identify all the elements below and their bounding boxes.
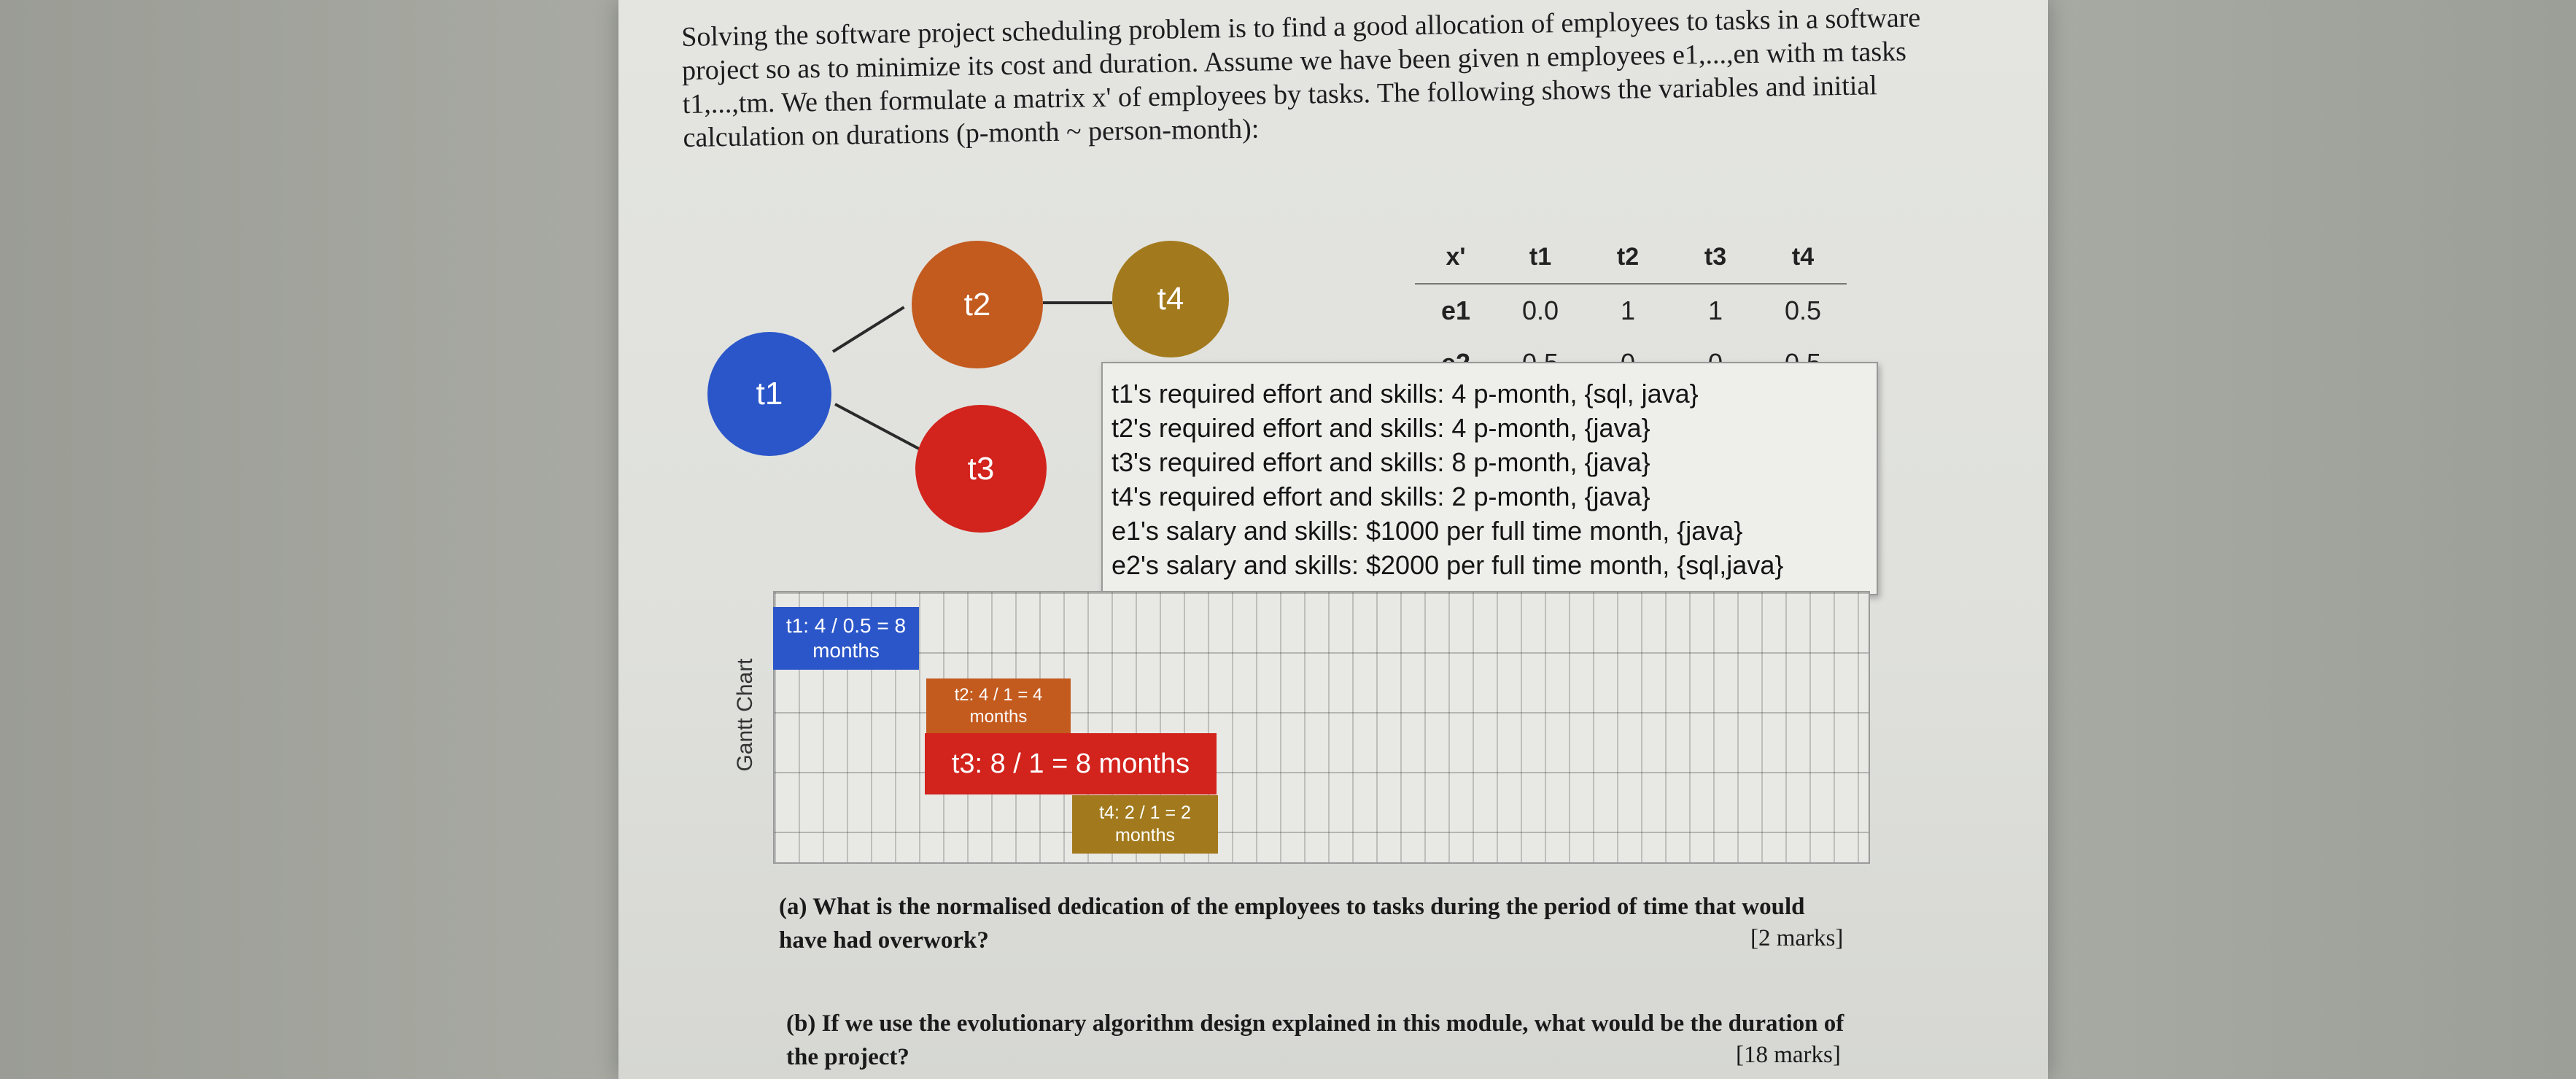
- question-a-marks: [2 marks]: [1750, 925, 1844, 951]
- gantt-bar-t1-label: t1: 4 / 0.5 = 8 months: [785, 614, 907, 662]
- gantt-bar-t1: [773, 607, 919, 670]
- node-t2-label: t2: [963, 286, 991, 322]
- edge-t2-t4: [1043, 301, 1112, 304]
- node-t2: [912, 241, 1043, 368]
- question-b-text: (b) If we use the evolutionary algorithm design explained in this module, what would be the duration of the project?: [786, 1010, 1844, 1070]
- matrix-cell: 0.5: [1784, 295, 1822, 325]
- gantt-bar-t2: [926, 678, 1071, 734]
- matrix-col-t1: t1: [1497, 231, 1584, 284]
- matrix-row-label: e1: [1440, 295, 1471, 325]
- node-t4: [1112, 241, 1229, 357]
- node-t3: [915, 405, 1047, 533]
- matrix-cell: 1: [1620, 295, 1636, 325]
- question-a: [779, 890, 1851, 957]
- node-t1-label: t1: [756, 376, 783, 411]
- node-t1: [707, 332, 831, 456]
- matrix-cell: 0.0: [1521, 295, 1559, 325]
- matrix-corner: x': [1415, 231, 1497, 284]
- question-b-marks: [18 marks]: [1736, 1042, 1841, 1068]
- matrix-col-t3: t3: [1672, 231, 1759, 284]
- gantt-bar-t3-label: t3: 8 / 1 = 8 months: [951, 748, 1190, 779]
- gantt-bar-t3: [925, 733, 1217, 794]
- matrix-cell: 1: [1707, 295, 1723, 325]
- node-t4-label: t4: [1157, 281, 1184, 317]
- info-line: e2's salary and skills: $2000 per full time month, {sql,java}: [1112, 550, 1784, 580]
- info-line: t3's required effort and skills: 8 p-month, {java}: [1112, 447, 1650, 477]
- matrix-col-t2: t2: [1584, 231, 1672, 284]
- matrix-col-t4: t4: [1759, 231, 1847, 284]
- info-line: e1's salary and skills: $1000 per full time month, {java}: [1112, 516, 1743, 546]
- problem-intro-text: Solving the software project scheduling problem is to find a good allocation of employees to tasks in a software project so as to minimize its cost and duration. Assume we have been given n employees e1,...,en with m tasks t1,...,tm. We then formulate a matrix x' of employees by tasks. The following shows the variables and initial calculation on durations (p-month ~ person-month):: [681, 2, 1921, 153]
- gantt-bar-t2-label: t2: 4 / 1 = 4 months: [954, 685, 1043, 727]
- node-t3-label: t3: [967, 450, 995, 487]
- info-line: t4's required effort and skills: 2 p-month, {java}: [1112, 482, 1650, 511]
- info-line: t2's required effort and skills: 4 p-month, {java}: [1112, 413, 1650, 443]
- info-line: t1's required effort and skills: 4 p-month, {sql, java}: [1112, 379, 1699, 409]
- gantt-bar-t4: [1072, 795, 1218, 854]
- gantt-bar-t4-label: t4: 2 / 1 = 2 months: [1099, 803, 1191, 846]
- question-a-text: (a) What is the normalised dedication of the employees to tasks during the period of time that would have had overwork?: [779, 894, 1805, 954]
- task-employee-info-box: [1101, 362, 1878, 595]
- gantt-chart-label: Gantt Chart: [733, 658, 757, 772]
- matrix-row-e1: [1415, 284, 1847, 337]
- matrix-header-row: [1415, 231, 1847, 284]
- question-b: [786, 1007, 1858, 1074]
